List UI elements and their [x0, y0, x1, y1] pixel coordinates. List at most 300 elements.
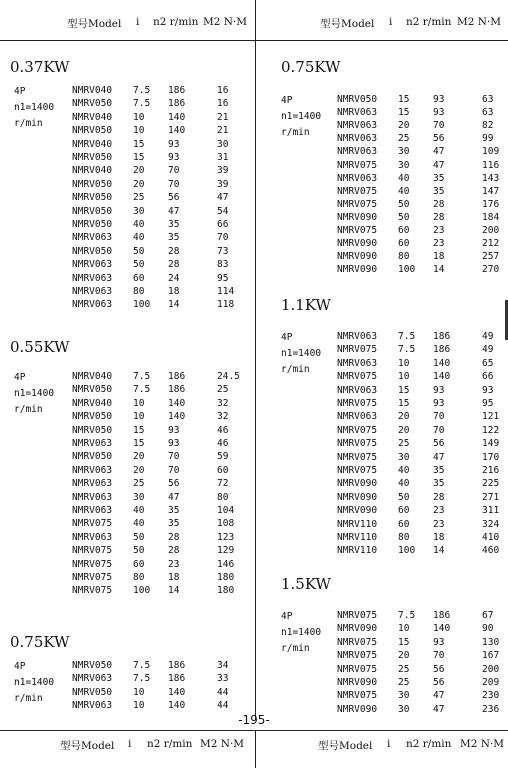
model-cell: NMRV050 [72, 192, 113, 204]
model-cell: NMRV063 [337, 133, 378, 145]
torque-cell: 147 [482, 185, 500, 197]
model-cell: NMRV075 [337, 650, 378, 662]
torque-cell: 34 [217, 660, 229, 671]
torque-cell: 271 [482, 491, 500, 503]
torque-cell: 32 [217, 411, 229, 423]
ratio-cell: 80 [398, 532, 410, 543]
ratio-cell: 100 [398, 545, 416, 557]
model-cell: NMRV063 [72, 438, 113, 449]
table-row [337, 505, 508, 518]
speed-cell: 186 [433, 610, 451, 621]
speed-cell: 70 [433, 411, 445, 423]
model-cell: NMRV075 [337, 610, 378, 621]
speed-cell: 18 [168, 286, 180, 297]
torque-cell: 122 [482, 424, 500, 436]
torque-cell: 114 [217, 286, 235, 297]
speed-cell: 93 [433, 107, 445, 119]
ratio-cell: 80 [398, 251, 410, 263]
ratio-cell: 40 [133, 219, 145, 230]
model-cell: NMRV063 [72, 478, 113, 490]
torque-cell: 200 [482, 225, 500, 236]
speed-cell: 28 [168, 531, 180, 543]
ratio-cell: 20 [133, 451, 145, 463]
speed-cell: 47 [168, 491, 180, 503]
model-cell: NMRV090 [337, 211, 378, 223]
header-i-label: i [128, 738, 132, 750]
torque-cell: 44 [217, 686, 229, 698]
speed-cell: 47 [433, 146, 445, 158]
ratio-cell: 60 [398, 238, 410, 250]
model-cell: NMRV075 [72, 518, 113, 530]
ratio-cell: 60 [398, 518, 410, 530]
model-cell: NMRV075 [72, 558, 113, 570]
speed-cell: 186 [168, 371, 186, 382]
table-row [337, 344, 508, 357]
torque-cell: 39 [217, 178, 229, 190]
section-title: 0.75KW [10, 633, 70, 651]
model-cell: NMRV075 [72, 585, 113, 597]
ratio-cell: 40 [133, 505, 145, 516]
speed-cell: 56 [168, 478, 180, 490]
model-cell: NMRV063 [72, 531, 113, 543]
ratio-cell: 7.5 [133, 98, 151, 110]
table-row [337, 264, 508, 277]
model-cell: NMRV110 [337, 532, 378, 543]
table-row [337, 146, 508, 159]
speed-cell: 93 [168, 438, 180, 449]
model-cell: NMRV063 [337, 107, 378, 119]
torque-cell: 108 [217, 518, 235, 530]
speed-cell: 70 [433, 120, 445, 132]
table-row [337, 452, 508, 465]
torque-cell: 80 [217, 491, 229, 503]
section-title: 1.5KW [281, 575, 331, 593]
table-row [337, 478, 508, 491]
table-row [337, 331, 508, 344]
ratio-cell: 10 [133, 125, 145, 137]
torque-cell: 21 [217, 111, 229, 123]
model-cell: NMRV063 [337, 331, 378, 342]
ratio-cell: 7.5 [398, 331, 416, 342]
header-i-label: i [136, 16, 140, 28]
ratio-cell: 20 [133, 165, 145, 177]
section-title: 0.75KW [281, 58, 341, 76]
torque-cell: 118 [217, 299, 235, 311]
torque-cell: 39 [217, 165, 229, 177]
torque-cell: 410 [482, 532, 500, 543]
torque-cell: 324 [482, 518, 500, 530]
ratio-cell: 40 [398, 172, 410, 184]
table-row [337, 438, 508, 451]
ratio-cell: 30 [398, 690, 410, 702]
speed-cell: 18 [168, 572, 180, 583]
speed-cell: 140 [433, 357, 451, 369]
ratio-cell: 10 [398, 357, 410, 369]
ratio-cell: 10 [133, 411, 145, 423]
ratio-cell: 15 [133, 438, 145, 449]
ratio-cell: 25 [398, 663, 410, 675]
torque-cell: 170 [482, 451, 500, 463]
torque-cell: 104 [217, 505, 235, 516]
table-row [337, 610, 508, 623]
torque-cell: 63 [482, 94, 494, 105]
torque-cell: 230 [482, 690, 500, 702]
speed-cell: 28 [168, 545, 180, 557]
ratio-cell: 25 [398, 677, 410, 688]
model-cell: NMRV050 [72, 178, 113, 190]
table-row [337, 173, 508, 186]
model-cell: NMRV075 [337, 398, 378, 409]
bottom-rule [0, 730, 508, 731]
torque-cell: 60 [217, 464, 229, 476]
header-model-label: 型号Model [320, 18, 375, 30]
speed-cell: 56 [433, 438, 445, 450]
model-cell: NMRV075 [337, 225, 378, 236]
torque-cell: 225 [482, 478, 500, 490]
ratio-cell: 60 [133, 558, 145, 570]
model-cell: NMRV110 [337, 518, 378, 530]
model-cell: NMRV090 [337, 677, 378, 688]
speed-cell: 186 [168, 85, 186, 96]
speed-cell: 14 [168, 585, 180, 597]
section-title: 0.55KW [10, 338, 70, 356]
torque-cell: 25 [217, 384, 229, 396]
ratio-cell: 40 [398, 478, 410, 490]
header-model-label: 型号Model [67, 18, 122, 30]
model-cell: NMRV050 [72, 152, 113, 163]
torque-cell: 90 [482, 623, 494, 635]
ratio-cell: 50 [133, 531, 145, 543]
torque-cell: 257 [482, 251, 500, 263]
speed-cell: 35 [433, 172, 445, 184]
ratio-cell: 60 [133, 272, 145, 284]
speed-cell: 93 [433, 636, 445, 648]
ratio-cell: 20 [133, 464, 145, 476]
model-cell: NMRV090 [337, 238, 378, 250]
speed-cell: 18 [433, 251, 445, 263]
model-cell: NMRV090 [337, 505, 378, 517]
table-row [337, 107, 508, 120]
speed-cell: 56 [433, 677, 445, 688]
table-row [337, 411, 508, 424]
model-cell: NMRV075 [337, 438, 378, 450]
model-cell: NMRV063 [337, 357, 378, 369]
model-cell: NMRV040 [72, 165, 113, 177]
ratio-cell: 7.5 [133, 660, 151, 671]
ratio-cell: 30 [398, 703, 410, 715]
speed-cell: 23 [433, 225, 445, 236]
torque-cell: 184 [482, 211, 500, 223]
header-n2-label: n2 r/min [406, 16, 452, 28]
ratio-cell: 15 [398, 398, 410, 409]
section-meta: 4P n1=1400 r/min [281, 332, 322, 375]
torque-cell: 180 [217, 572, 235, 583]
speed-cell: 35 [168, 518, 180, 530]
ratio-cell: 40 [398, 465, 410, 476]
ratio-cell: 15 [398, 94, 410, 105]
model-cell: NMRV090 [337, 478, 378, 490]
header-model-label: 型号Model [60, 740, 115, 752]
ratio-cell: 25 [398, 133, 410, 145]
torque-cell: 146 [217, 558, 235, 570]
ratio-cell: 20 [398, 424, 410, 436]
table-row [337, 133, 508, 146]
torque-cell: 129 [217, 545, 235, 557]
table-row [337, 425, 508, 438]
speed-cell: 70 [168, 165, 180, 177]
speed-cell: 47 [433, 451, 445, 463]
table-row [337, 690, 508, 703]
speed-cell: 35 [168, 219, 180, 230]
model-cell: NMRV063 [72, 505, 113, 516]
torque-cell: 73 [217, 245, 229, 257]
ratio-cell: 10 [133, 111, 145, 123]
speed-cell: 28 [168, 259, 180, 271]
ratio-cell: 15 [398, 636, 410, 648]
torque-cell: 236 [482, 703, 500, 715]
model-cell: NMRV050 [72, 660, 113, 671]
ratio-cell: 25 [133, 478, 145, 490]
table-row [337, 358, 508, 371]
model-cell: NMRV040 [72, 371, 113, 382]
speed-cell: 186 [168, 673, 186, 685]
page-number: -195- [238, 713, 270, 727]
model-cell: NMRV050 [72, 411, 113, 423]
model-cell: NMRV063 [72, 286, 113, 297]
model-cell: NMRV110 [337, 545, 378, 557]
ratio-cell: 20 [398, 411, 410, 423]
ratio-cell: 50 [133, 545, 145, 557]
torque-cell: 31 [217, 152, 229, 163]
model-cell: NMRV050 [72, 451, 113, 463]
torque-cell: 200 [482, 663, 500, 675]
table-row [337, 677, 508, 690]
table-row [337, 465, 508, 478]
ratio-cell: 30 [133, 205, 145, 217]
table-row [337, 492, 508, 505]
model-cell: NMRV040 [72, 111, 113, 123]
ratio-cell: 80 [133, 286, 145, 297]
torque-cell: 167 [482, 650, 500, 662]
model-cell: NMRV050 [72, 245, 113, 257]
ratio-cell: 30 [398, 451, 410, 463]
torque-cell: 66 [217, 219, 229, 230]
torque-cell: 44 [217, 700, 229, 712]
torque-cell: 180 [217, 585, 235, 597]
model-cell: NMRV090 [337, 703, 378, 715]
ratio-cell: 10 [133, 686, 145, 698]
torque-cell: 24.5 [217, 371, 240, 382]
table-row [337, 225, 508, 238]
torque-cell: 116 [482, 159, 500, 171]
model-cell: NMRV075 [337, 344, 378, 356]
bottom-header-left [0, 738, 255, 752]
speed-cell: 14 [433, 264, 445, 276]
speed-cell: 70 [168, 451, 180, 463]
table-row [337, 545, 508, 558]
ratio-cell: 20 [398, 650, 410, 662]
speed-cell: 56 [433, 663, 445, 675]
speed-cell: 70 [433, 650, 445, 662]
model-cell: NMRV075 [337, 663, 378, 675]
speed-cell: 18 [433, 532, 445, 543]
ratio-cell: 7.5 [398, 344, 416, 356]
section-title: 1.1KW [281, 296, 331, 314]
model-cell: NMRV063 [72, 259, 113, 271]
torque-cell: 67 [482, 610, 494, 621]
torque-cell: 70 [217, 232, 229, 244]
speed-cell: 93 [168, 152, 180, 163]
speed-cell: 56 [433, 133, 445, 145]
ratio-cell: 100 [133, 299, 151, 311]
ratio-cell: 50 [398, 491, 410, 503]
torque-cell: 95 [482, 398, 494, 409]
model-cell: NMRV063 [337, 146, 378, 158]
model-cell: NMRV063 [337, 172, 378, 184]
torque-cell: 30 [217, 138, 229, 150]
ratio-cell: 100 [398, 264, 416, 276]
speed-cell: 70 [168, 178, 180, 190]
header-m2-label: M2 N·M [460, 738, 505, 750]
speed-cell: 47 [168, 205, 180, 217]
torque-cell: 460 [482, 545, 500, 557]
model-cell: NMRV075 [337, 185, 378, 197]
ratio-cell: 10 [133, 397, 145, 409]
torque-cell: 93 [482, 384, 494, 396]
ratio-cell: 30 [133, 491, 145, 503]
speed-cell: 56 [168, 192, 180, 204]
model-cell: NMRV063 [72, 299, 113, 311]
speed-cell: 47 [433, 690, 445, 702]
header-i-label: i [387, 738, 391, 750]
speed-cell: 35 [433, 465, 445, 476]
speed-cell: 23 [433, 518, 445, 530]
ratio-cell: 30 [398, 146, 410, 158]
ratio-cell: 10 [133, 700, 145, 712]
speed-cell: 28 [433, 211, 445, 223]
torque-cell: 209 [482, 677, 500, 688]
model-cell: NMRV090 [337, 251, 378, 263]
speed-cell: 14 [433, 545, 445, 557]
header-m2-label: M2 N·M [203, 16, 248, 28]
torque-cell: 216 [482, 465, 500, 476]
speed-cell: 28 [168, 245, 180, 257]
section-meta: 4P n1=1400 r/min [281, 611, 322, 654]
torque-cell: 59 [217, 451, 229, 463]
torque-cell: 82 [482, 120, 494, 132]
ratio-cell: 10 [398, 623, 410, 635]
torque-cell: 99 [482, 133, 494, 145]
table-row [337, 664, 508, 677]
speed-cell: 35 [433, 185, 445, 197]
speed-cell: 35 [168, 505, 180, 516]
torque-cell: 270 [482, 264, 500, 276]
model-cell: NMRV063 [72, 464, 113, 476]
speed-cell: 140 [168, 411, 186, 423]
speed-cell: 35 [168, 232, 180, 244]
model-cell: NMRV063 [72, 232, 113, 244]
ratio-cell: 15 [398, 107, 410, 119]
table-row [337, 519, 508, 532]
speed-cell: 140 [433, 623, 451, 635]
speed-cell: 186 [433, 344, 451, 356]
speed-cell: 35 [433, 478, 445, 490]
model-cell: NMRV075 [337, 465, 378, 476]
speed-cell: 47 [433, 159, 445, 171]
model-cell: NMRV063 [72, 491, 113, 503]
model-cell: NMRV040 [72, 138, 113, 150]
torque-cell: 176 [482, 198, 500, 210]
table-row [337, 650, 508, 663]
ratio-cell: 60 [398, 505, 410, 517]
model-cell: NMRV063 [72, 272, 113, 284]
torque-cell: 32 [217, 397, 229, 409]
ratio-cell: 40 [398, 185, 410, 197]
ratio-cell: 30 [398, 159, 410, 171]
speed-cell: 93 [433, 398, 445, 409]
bottom-header-right [256, 738, 508, 752]
speed-cell: 70 [168, 464, 180, 476]
section-meta: 4P n1=1400 r/min [281, 95, 322, 138]
table-row [337, 371, 508, 384]
speed-cell: 186 [168, 660, 186, 671]
ratio-cell: 50 [133, 259, 145, 271]
table-row [337, 398, 508, 411]
table-row [337, 251, 508, 264]
ratio-cell: 50 [133, 245, 145, 257]
ratio-cell: 50 [398, 211, 410, 223]
header-model-label: 型号Model [318, 740, 373, 752]
torque-cell: 143 [482, 172, 500, 184]
ratio-cell: 80 [133, 572, 145, 583]
model-cell: NMRV075 [337, 690, 378, 702]
ratio-cell: 15 [133, 152, 145, 163]
model-cell: NMRV050 [72, 219, 113, 230]
model-cell: NMRV090 [337, 491, 378, 503]
torque-cell: 95 [217, 272, 229, 284]
model-cell: NMRV075 [337, 371, 378, 383]
table-row [337, 637, 508, 650]
speed-cell: 14 [168, 299, 180, 311]
torque-cell: 33 [217, 673, 229, 685]
header-n2-label: n2 r/min [153, 16, 199, 28]
torque-cell: 21 [217, 125, 229, 137]
torque-cell: 46 [217, 424, 229, 436]
torque-cell: 49 [482, 331, 494, 342]
model-cell: NMRV050 [337, 94, 378, 105]
section-meta: 4P n1=1400 r/min [14, 372, 55, 415]
ratio-cell: 7.5 [133, 673, 151, 685]
table-row [337, 120, 508, 133]
ratio-cell: 15 [133, 138, 145, 150]
speed-cell: 23 [433, 238, 445, 250]
model-cell: NMRV040 [72, 85, 113, 96]
model-cell: NMRV075 [337, 424, 378, 436]
ratio-cell: 15 [398, 384, 410, 396]
speed-cell: 140 [168, 111, 186, 123]
torque-cell: 149 [482, 438, 500, 450]
ratio-cell: 40 [133, 232, 145, 244]
table-row [337, 186, 508, 199]
header-m2-label: M2 N·M [457, 16, 502, 28]
speed-cell: 186 [168, 98, 186, 110]
speed-cell: 93 [168, 424, 180, 436]
model-cell: NMRV075 [72, 572, 113, 583]
speed-cell: 24 [168, 272, 180, 284]
speed-cell: 140 [168, 125, 186, 137]
header-i-label: i [389, 16, 393, 28]
ratio-cell: 7.5 [133, 85, 151, 96]
